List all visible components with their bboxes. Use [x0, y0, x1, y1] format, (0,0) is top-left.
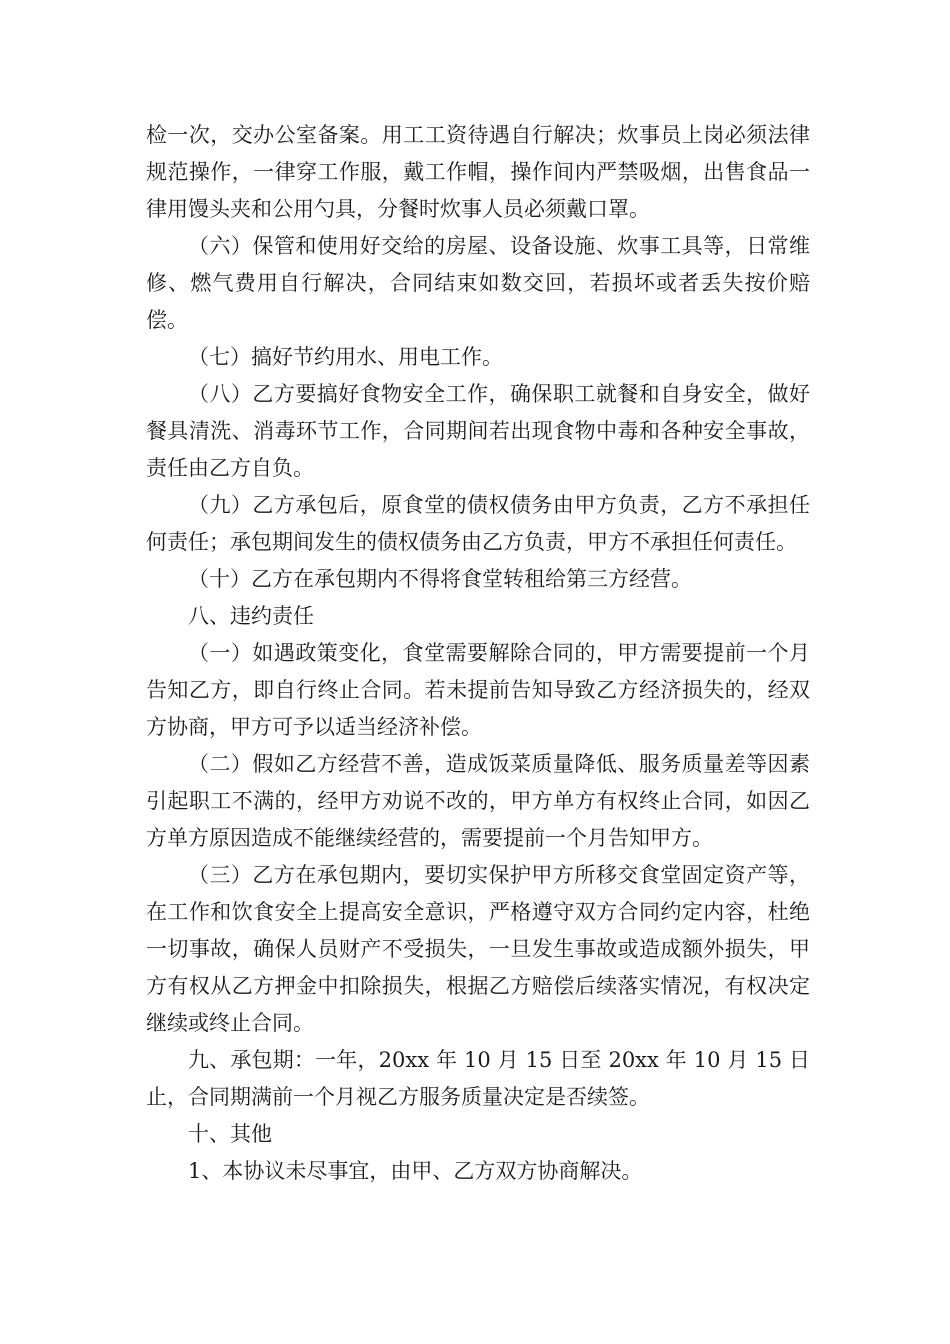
- section-heading: 八、违约责任: [188, 604, 314, 628]
- paragraph: （七）搞好节约用水、用电工作。: [188, 345, 503, 369]
- paragraph: 检一次，交办公室备案。用工工资待遇自行解决；炊事员上岗必须法律规范操作，一律穿工作服，戴工作帽，操作间内严禁吸烟，出售食品一律用馒头夹和公用勺具，分餐时炊事人员必须戴口罩。: [146, 123, 810, 221]
- paragraph: （八）乙方要搞好食物安全工作，确保职工就餐和自身安全，做好餐具清洗、消毒环节工作，合同期间若出现食物中毒和各种安全事故，责任由乙方自负。: [146, 382, 810, 480]
- paragraph: （三）乙方在承包期内，要切实保护甲方所移交食堂固定资产等，在工作和饮食安全上提高安全意识，严格遵守双方合同约定内容，杜绝一切事故，确保人员财产不受损失，一旦发生事故或造成额外损失，甲方有权从乙方押金中扣除损失，根据乙方赔偿后续落实情况，有权决定继续或终止合同。: [146, 863, 810, 1035]
- paragraph: （十）乙方在承包期内不得将食堂转租给第三方经营。: [188, 567, 692, 591]
- paragraph: 1、本协议未尽事宜，由甲、乙方双方协商解决。: [188, 1159, 643, 1183]
- paragraph: （一）如遇政策变化，食堂需要解除合同的，甲方需要提前一个月告知乙方，即自行终止合同。若未提前告知导致乙方经济损失的，经双方协商，甲方可予以适当经济补偿。: [146, 641, 810, 739]
- section-heading: 十、其他: [188, 1122, 272, 1146]
- paragraph: （九）乙方承包后，原食堂的债权债务由甲方负责，乙方不承担任何责任；承包期间发生的债权债务由乙方负责，甲方不承担任何责任。: [146, 493, 810, 554]
- paragraph: （六）保管和使用好交给的房屋、设备设施、炊事工具等，日常维修、燃气费用自行解决，合同结束如数交回，若损坏或者丢失按价赔偿。: [146, 234, 810, 332]
- paragraph: 九、承包期：一年，20xx 年 10 月 15 日至 20xx 年 10 月 15 日止，合同期满前一个月视乙方服务质量决定是否续签。: [146, 1048, 810, 1109]
- document-body: [146, 117, 810, 1190]
- paragraph: （二）假如乙方经营不善，造成饭菜质量降低、服务质量差等因素引起职工不满的，经甲方劝说不改的，甲方单方有权终止合同，如因乙方单方原因造成不能继续经营的，需要提前一个月告知甲方。: [146, 752, 810, 850]
